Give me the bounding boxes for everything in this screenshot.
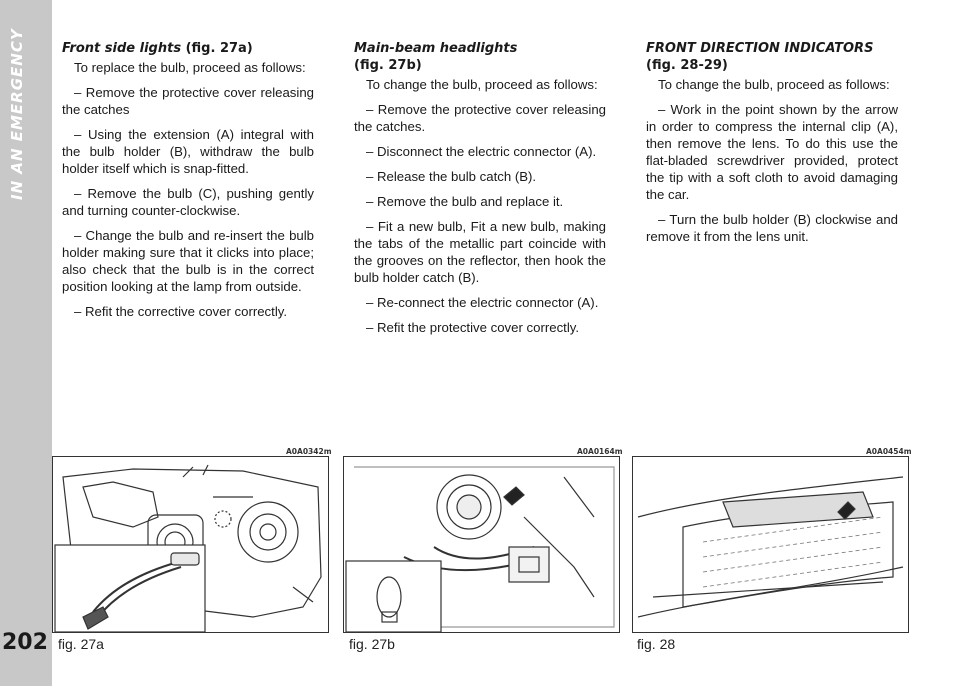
figure-caption: fig. 27b: [349, 636, 395, 652]
figure-28-illustration: [632, 456, 909, 633]
step: – Turn the bulb holder (B) clockwise and remove it from the lens unit.: [646, 212, 898, 244]
step: – Re-connect the electric connector (A).: [366, 295, 599, 310]
step: – Refit the protective cover correctly.: [366, 320, 580, 335]
sidebar: [0, 0, 52, 686]
page-number: 202: [2, 630, 48, 655]
heading-front-side-lights: Front side lights (fig. 27a): [62, 41, 253, 56]
column-front-side-lights: [62, 40, 314, 328]
intro-text: To replace the bulb, proceed as follows:: [74, 60, 306, 75]
section-title: IN AN EMERGENCY: [8, 28, 26, 200]
step: – Fit a new bulb, Fit a new bulb, making the tabs of the metallic part coincide with the grooves on the reflector, then hook the bulb holder catch (B).: [354, 219, 606, 285]
heading-main-beam-headlights: Main-beam headlights (fig. 27b): [354, 41, 518, 73]
step: – Release the bulb catch (B).: [366, 169, 537, 184]
step: – Using the extension (A) integral with the bulb holder (B), withdraw the bulb holder itself which is snap-fitted.: [62, 127, 314, 176]
step: – Work in the point shown by the arrow in order to compress the internal clip (A), then remove the lens. To do this use the flat-bladed screwdriver provided, protect the tip with a soft cloth to avoid damaging the car.: [646, 102, 898, 202]
intro-text: To change the bulb, proceed as follows:: [658, 77, 890, 92]
figure-caption: fig. 27a: [58, 636, 104, 652]
intro-text: To change the bulb, proceed as follows:: [366, 77, 598, 92]
figure-caption: fig. 28: [637, 636, 676, 652]
figure-27a-illustration: [52, 456, 329, 633]
heading-front-direction-indicators: FRONT DIRECTION INDICATORS (fig. 28-29): [646, 41, 874, 73]
step: – Refit the corrective cover correctly.: [74, 304, 288, 319]
figure-code: A0A0164m: [577, 447, 623, 456]
step: – Remove the bulb and replace it.: [366, 194, 564, 209]
figure-code: A0A0342m: [286, 447, 332, 456]
step: – Remove the protective cover releasing the catches: [62, 85, 314, 117]
column-front-direction-indicators: [646, 40, 898, 253]
step: – Remove the protective cover releasing the catches.: [354, 102, 606, 134]
figure-27b-illustration: [343, 456, 620, 633]
step: – Disconnect the electric connector (A).: [366, 144, 597, 159]
step: – Change the bulb and re-insert the bulb holder making sure that it clicks into place; also check that the bulb is in the correct position looking at the lamp from outside.: [62, 228, 314, 294]
figure-code: A0A0454m: [866, 447, 912, 456]
column-main-beam-headlights: [354, 40, 606, 344]
step: – Remove the bulb (C), pushing gently and turning counter-clockwise.: [62, 186, 314, 218]
